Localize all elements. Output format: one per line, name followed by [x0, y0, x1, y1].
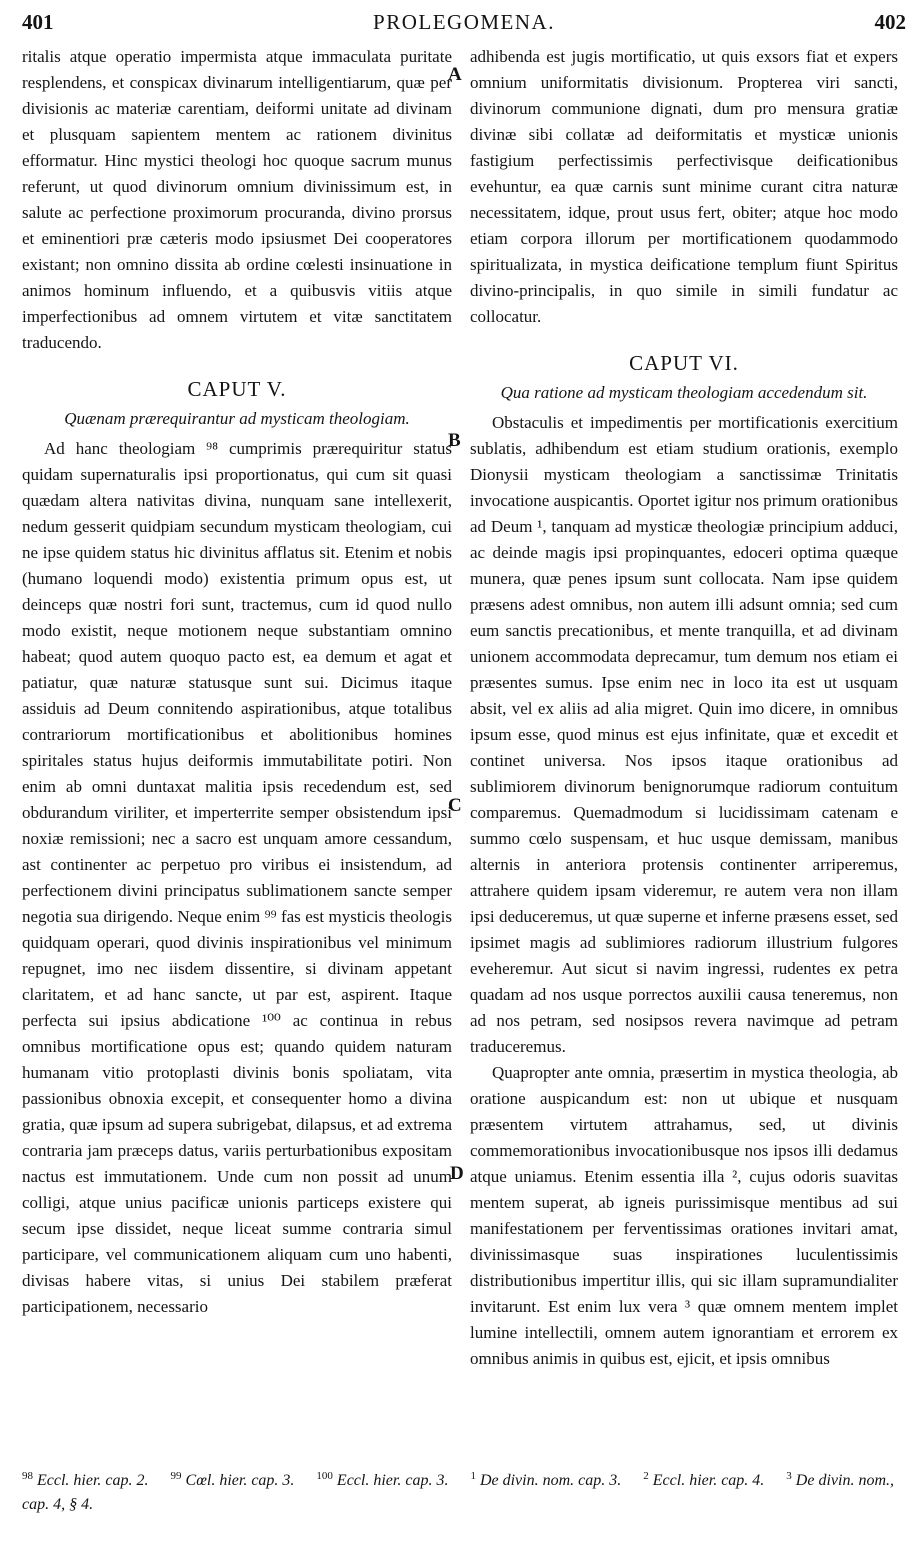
left-column [22, 44, 452, 1320]
chapter-subtitle-5: Quænam prærequirantur ad mysticam theologiam. [64, 409, 410, 428]
right-paragraph-2: Obstaculis et impedimentis per mortificationis exercitium sublatis, adhibendum est etiam studium orationis, exemplo Dionysii mysticam theologiam a sanctissimæ Trinitatis invocatione auspicantis. Oportet igitur nos primum orationibus ad Deum ¹, tanquam ad mysticæ theologiæ principium adduci, ac deinde magis ipsi propinquantes, edoceri optima quæque munera, quæ penes ipsum sunt collocata. Nam ipse quidem præsens adest omnibus, non autem illi adsunt omnia; sed cum eum sanctis precationibus, et mente tranquilla, et ad divinam unionem accommodata deprecamur, tum demum nos etiam ei præsentes sumus. Ipse enim nec in loco ita est ut usquam absit, vel ex aliis ad alia migret. Quin imo dicere, in omnibus ipsum esse, quod minus est ejus infinitate, quæ et excedit et continet universa. Nos ipsos itaque orationibus ad sublimiorem divinorum benignorumque radiorum contuitum comparemus. Quemadmodum si lucidissimam catenam e summo cœlo suspensam, et huc usque demissam, manibus alternis in anteriora protensis continenter arriperemus, attrahere quidem ipsam videremur, re autem vera non illam ipsi deduceremus, ut quæ superne et inferne præsens esset, sed ipsimet magis ad sublimiores radiorum illustrium fulgores eveheremur. Aut sicut si navim ingressi, rudentes ex petra quadam ad nos usque porrectos auxilii causa teneremus, non ad nos petram, sed nosipsos revera navimque ad petram traduceremus. [470, 413, 898, 1056]
running-header [22, 10, 906, 34]
chapter-heading-5: CAPUT V. [187, 377, 287, 401]
left-paragraph-1: ritalis atque operatio impermista atque immaculata puritate resplendens, et conspicax divinarum intelligentiarum, quæ per divisionis ac materiæ carentiam, deiformi unitate ad divinam et plusquam sapientem mentem ac rationem divinitus efformatur. Hinc mystici theologi hoc quoque sacrum munus referunt, ut quod divinorum omnium divinissimum est, in salute ac perfectione proximorum procuranda, divino prorsus et eminentiori præ cæteris modo ipsiusmet Dei cooperatores existant; non omnino dissita ab ordine cœlesti insinuatione in animos hominum influendo, et a quibusvis vitiis atque imperfectionibus ad omnem virtutem et vitæ sanctitatem traducendo. [22, 47, 452, 352]
running-title: PROLEGOMENA. [373, 10, 555, 34]
chapter-subtitle-6: Qua ratione ad mysticam theologiam accedendum sit. [500, 383, 868, 402]
footnote: $^3$ De divin. nom., cap. 4, § 4. [22, 1470, 894, 1514]
footnotes [22, 1464, 906, 1517]
right-column [470, 44, 898, 1372]
right-paragraph-3: Quapropter ante omnia, præsertim in mystica theologia, ab oratione auspicandum est: non ut ubique et nusquam præsentem virtutem attrahamus, sed, ut divinis commemorationibus invocationibusque nos ipsos illi dedamus atque uniamus. Etenim essentia illa ², cujus odoris suavitas mentem superat, ab igneis purissimisque mentibus ad sui manifestationem per ferventissimas orationes invitari amat, divinissimasque suas inspirationes luculentissimis distributionibus impertitur illis, qui sic illam supramundialiter invitarunt. Est enim lux vera ³ quæ omnem mentem implet lumine intellectili, omnem autem ignorantiam et errorem ex omnibus animis in quibus est, ejicit, et ipsis omnibus [470, 1063, 898, 1368]
left-paragraph-2: Ad hanc theologiam ⁹⁸ cumprimis prærequiritur status quidam supernaturalis ipsi proportionatus, qui cum sit quasi quædam altera nativitas divina, nunquam sane intellexerit, nedum gesserit quidpiam secundum mysticam theologiam, cui ne ipse quidem status hic divinitus afflatus sit. Etenim et nobis (humano loquendi modo) existentia primum opus est, ut deinceps quæ nostri fori sunt, tractemus, cum id quod nullo modo existit, neque motionem neque substantiam omnino habeat; quod autem quoquo pacto est, ea demum et agat et patiatur, quæ naturæ statusque sunt sui. Dicimus itaque assiduis ad Deum connitendo aspirationibus, atque totalibus contrariorum mortificationibus et abolitionibus homines spiritales status hujus deiformis immutabilitate potiri. Non enim ab omni duntaxat malitia ipsis recedendum est, sed obdurandum viriliter, et imperterrite semper obsistendum ipsi noxiæ remissioni; nec a sacro est unquam amore cessandum, ast continenter ac perpetuo pro viribus ei insistendum, ad perfectionem divini principatus sublimationem sancte semper negotia sua dirigendo. Neque enim ⁹⁹ fas est mysticis theologis quidquam operari, quod divinis inspirationibus vel minimum repugnet, imo nec iisdem dissentire, si divinam appetant claritatem, et ad hanc sancte, ut par est, aspirent. Itaque perfecta sui ipsius abdicatione ¹⁰⁰ ac continua in rebus omnibus mortificatione opus est; quando quidem naturam humanam vitio protoplasti divinis bonis spoliatam, vita passionibus obnoxia excepit, et consequenter homo a divina gratia, quæ ipsum ad supera subrigebat, dilapsus, et ad extrema contraria jam præceps datus, variis perturbationibus expositam nactus est immutationem. Unde cum non possit ad unum colligi, atque unius pacificæ unionis particeps existere qui secum ipse dissidet, neque liceat summe contraria simul participare, vel communicationem aliquam cum uno habenti, divisas habere vitas, si unius Dei stabilem præferat participationem, necessario [22, 439, 452, 1316]
chapter-heading-6: CAPUT VI. [629, 351, 739, 375]
margin-letter-d: D [450, 1163, 464, 1184]
footnote: $^{100}$ Eccl. hier. cap. 3. [316, 1470, 449, 1490]
footnote: $^1$ De divin. nom. cap. 3. [470, 1470, 622, 1490]
right-paragraph-1: adhibenda est jugis mortificatio, ut quis exsors fiat et expers omnium uniformitatis divisionum. Propterea viri sancti, divinorum communione dignati, dum pro mensura gratiæ divinæ sibi collatæ ad deiformitatis et mysticæ unionis fastigium perfectissimis perfectivisque deificationibus evehuntur, ea quæ carnis sunt minime curant citra naturæ necessitatem, idque, prout usus fert, obiter; atque hoc modo etiam corpora illorum per mortificationem quodammodo spiritualizata, in mystica deificatione templum fiunt Spiritus divino-principalis, in quo simile in simili fundatur ac collocatur. [470, 47, 898, 326]
margin-letter-c: C [448, 795, 462, 816]
page-number-right: 402 [874, 10, 906, 34]
footnote: $^{98}$ Eccl. hier. cap. 2. [22, 1470, 149, 1490]
margin-letter-a: A [448, 64, 462, 85]
footnote: $^2$ Eccl. hier. cap. 4. [643, 1470, 765, 1490]
page-number-left: 401 [22, 10, 54, 34]
footnote: $^{99}$ Cœl. hier. cap. 3. [170, 1470, 295, 1490]
margin-letter-b: B [448, 430, 461, 451]
